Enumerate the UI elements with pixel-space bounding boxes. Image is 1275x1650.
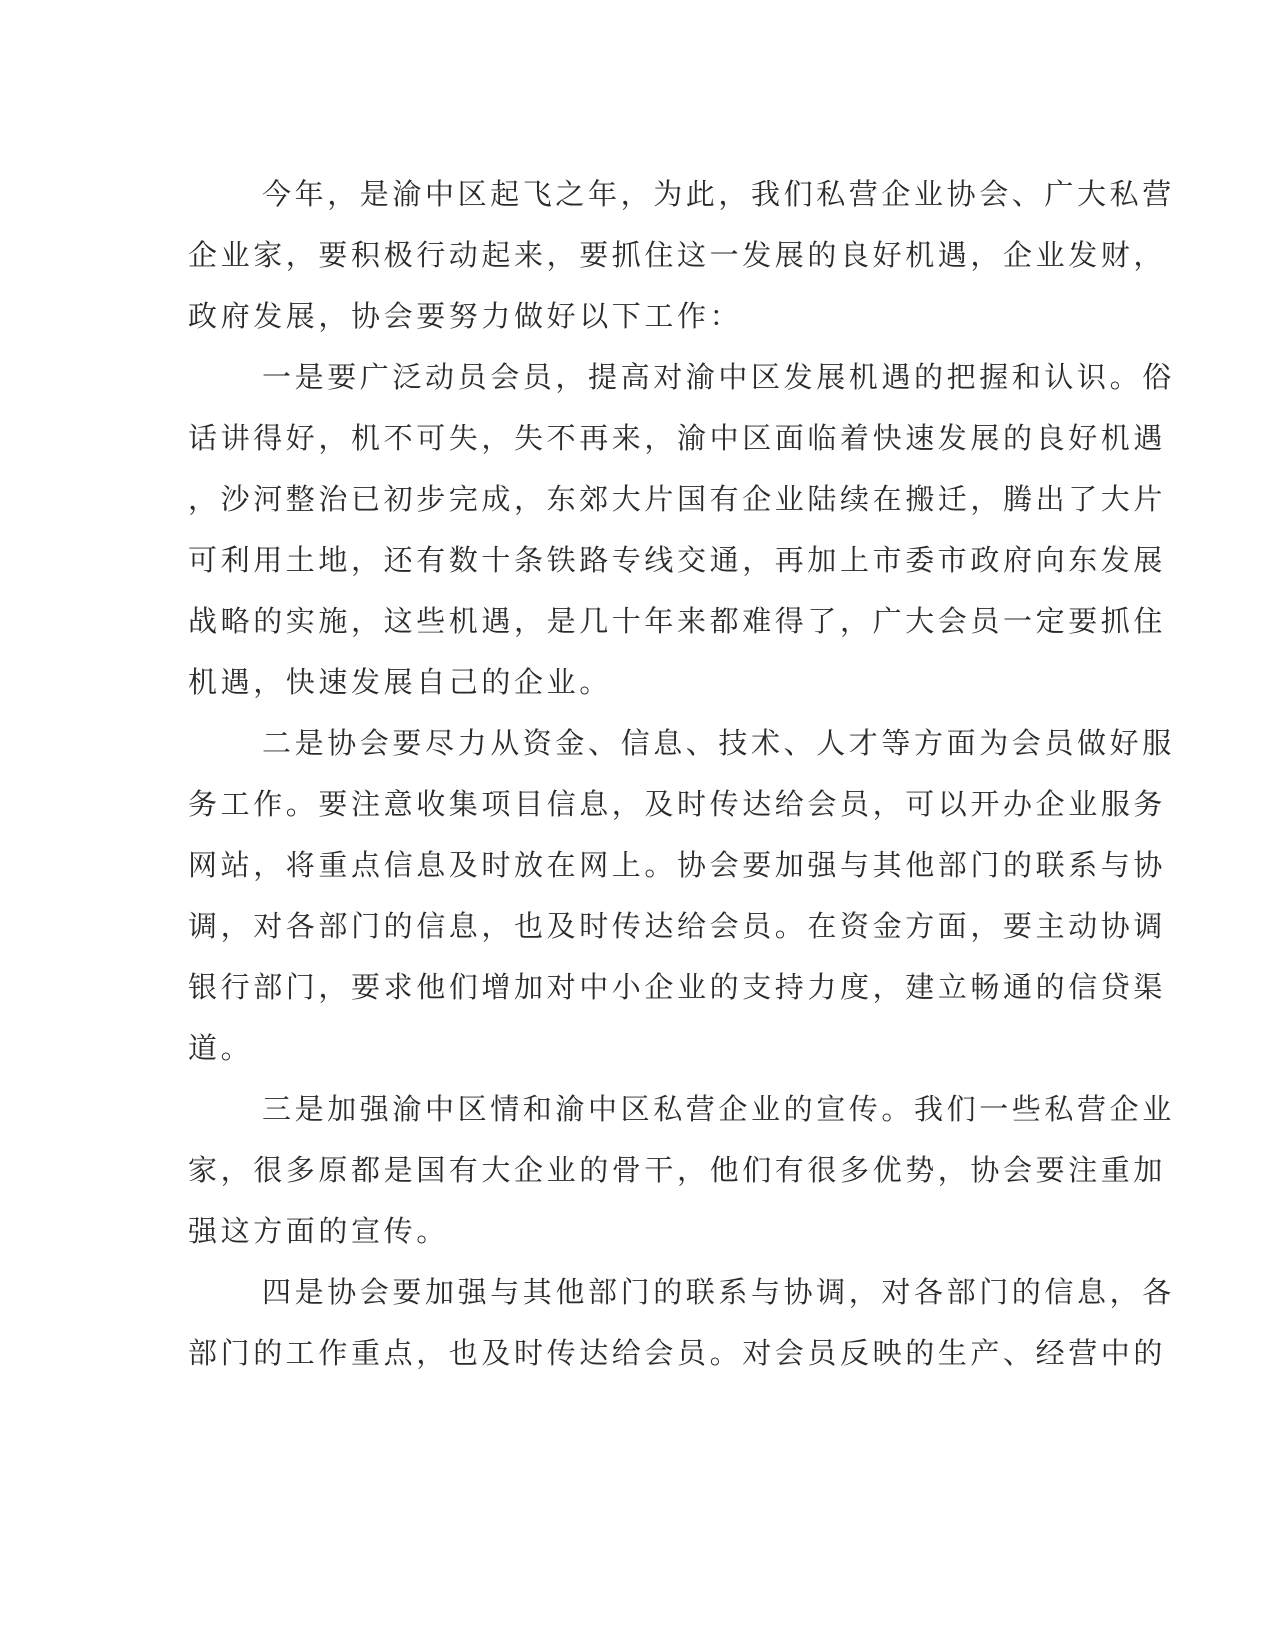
- text-line: 机遇，快速发展自己的企业。: [188, 665, 612, 699]
- paragraph-5: [188, 1262, 1175, 1384]
- text-line: ，沙河整治已初步完成，东郊大片国有企业陆续在搬迁，腾出了大片: [188, 482, 1167, 516]
- text-line: 企业家，要积极行动起来，要抓住这一发展的良好机遇，企业发财，: [188, 238, 1167, 272]
- text-line: 战略的实施，这些机遇，是几十年来都难得了，广大会员一定要抓住: [188, 604, 1167, 638]
- text-line: 家，很多原都是国有大企业的骨干，他们有很多优势，协会要注重加: [188, 1153, 1167, 1187]
- paragraph-2: [188, 347, 1175, 713]
- text-line: 强这方面的宣传。: [188, 1214, 449, 1248]
- text-line: 二是协会要尽力从资金、信息、技术、人才等方面为会员做好服: [262, 726, 1175, 760]
- text-line: 务工作。要注意收集项目信息，及时传达给会员，可以开办企业服务: [188, 787, 1167, 821]
- text-line: 今年，是渝中区起飞之年，为此，我们私营企业协会、广大私营: [262, 177, 1175, 211]
- text-line: 四是协会要加强与其他部门的联系与协调，对各部门的信息，各: [262, 1275, 1175, 1309]
- paragraph-1: [188, 164, 1175, 347]
- text-line: 调，对各部门的信息，也及时传达给会员。在资金方面，要主动协调: [188, 909, 1167, 943]
- text-line: 银行部门，要求他们增加对中小企业的支持力度，建立畅通的信贷渠: [188, 970, 1167, 1004]
- text-line: 一是要广泛动员会员，提高对渝中区发展机遇的把握和认识。俗: [262, 360, 1175, 394]
- document-body: [188, 164, 1175, 1384]
- text-line: 政府发展，协会要努力做好以下工作：: [188, 299, 743, 333]
- paragraph-4: [188, 1079, 1175, 1262]
- text-line: 部门的工作重点，也及时传达给会员。对会员反映的生产、经营中的: [188, 1336, 1167, 1370]
- text-line: 话讲得好，机不可失，失不再来，渝中区面临着快速发展的良好机遇: [188, 421, 1167, 455]
- text-line: 道。: [188, 1031, 254, 1065]
- paragraph-3: [188, 713, 1175, 1079]
- text-line: 三是加强渝中区情和渝中区私营企业的宣传。我们一些私营企业: [262, 1092, 1175, 1126]
- text-line: 网站，将重点信息及时放在网上。协会要加强与其他部门的联系与协: [188, 848, 1167, 882]
- text-line: 可利用土地，还有数十条铁路专线交通，再加上市委市政府向东发展: [188, 543, 1167, 577]
